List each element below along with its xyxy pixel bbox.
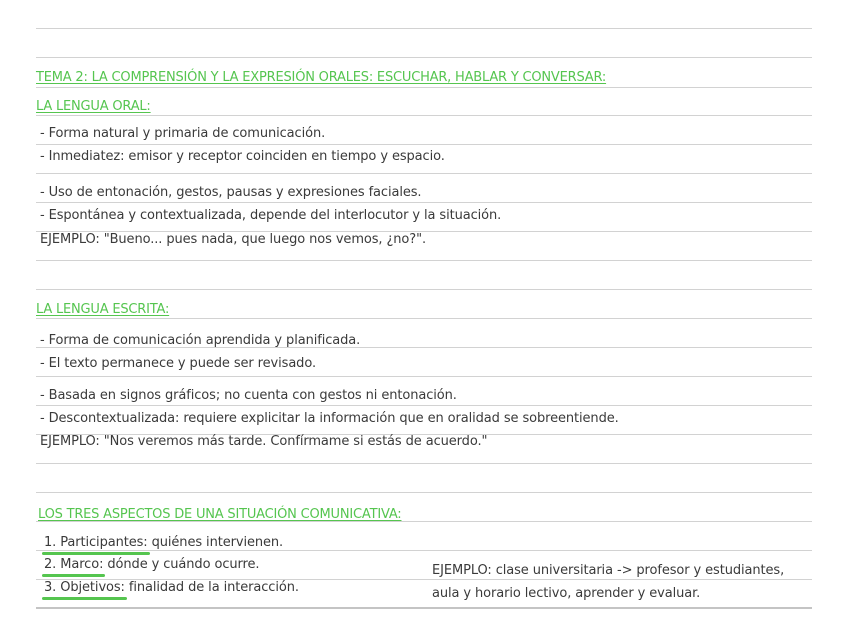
section-heading-oral: LA LENGUA ORAL: xyxy=(36,99,151,114)
written-line: - Descontextualizada: requiere explicitar la información que en oralidad se sobreentiende. xyxy=(40,411,619,426)
written-example: EJEMPLO: "Nos veremos más tarde. Confírmame si estás de acuerdo." xyxy=(40,434,488,449)
ruled-line xyxy=(36,144,812,145)
ruled-line xyxy=(36,550,812,551)
ruled-line xyxy=(36,463,812,464)
ruled-line xyxy=(36,405,812,406)
aspect-term: 3. Objetivos: xyxy=(44,580,125,595)
section-heading-aspects: LOS TRES ASPECTOS DE UNA SITUACIÓN COMUNICATIVA: xyxy=(38,507,402,522)
aspect-item xyxy=(44,557,259,572)
ruled-line xyxy=(36,289,812,290)
written-line: - El texto permanece y puede ser revisado. xyxy=(40,356,316,371)
aspects-example-line: EJEMPLO: clase universitaria -> profesor y estudiantes, xyxy=(432,563,785,578)
oral-example: EJEMPLO: "Bueno... pues nada, que luego nos vemos, ¿no?". xyxy=(40,232,426,247)
aspect-item xyxy=(44,535,283,550)
oral-line: - Espontánea y contextualizada, depende del interlocutor y la situación. xyxy=(40,208,502,223)
aspect-item xyxy=(44,580,299,595)
written-line: - Basada en signos gráficos; no cuenta con gestos ni entonación. xyxy=(40,388,457,403)
ruled-line xyxy=(36,202,812,203)
ruled-line-bottom xyxy=(36,607,812,609)
page-title: TEMA 2: LA COMPRENSIÓN Y LA EXPRESIÓN ORALES: ESCUCHAR, HABLAR Y CONVERSAR: xyxy=(36,70,607,85)
section-heading-written: LA LENGUA ESCRITA: xyxy=(36,302,170,317)
ruled-line xyxy=(36,260,812,261)
oral-line: - Inmediatez: emisor y receptor coinciden en tiempo y espacio. xyxy=(40,149,445,164)
oral-line: - Uso de entonación, gestos, pausas y expresiones faciales. xyxy=(40,185,422,200)
aspect-text: finalidad de la interacción. xyxy=(124,580,299,595)
ruled-line xyxy=(36,87,812,88)
ruled-line xyxy=(36,115,812,116)
aspect-text: quiénes intervienen. xyxy=(147,535,284,550)
ruled-line xyxy=(36,318,812,319)
aspect-text: dónde y cuándo ocurre. xyxy=(103,557,260,572)
oral-line: - Forma natural y primaria de comunicación. xyxy=(40,126,326,141)
ruled-line xyxy=(36,376,812,377)
ruled-line xyxy=(36,492,812,493)
aspect-term: 1. Participantes: xyxy=(44,535,148,550)
ruled-line xyxy=(36,28,812,29)
aspects-example-line: aula y horario lectivo, aprender y evaluar. xyxy=(432,586,701,601)
ruled-line xyxy=(36,173,812,174)
written-line: - Forma de comunicación aprendida y planificada. xyxy=(40,333,361,348)
ruled-line xyxy=(36,57,812,58)
aspect-term: 2. Marco: xyxy=(44,557,104,572)
